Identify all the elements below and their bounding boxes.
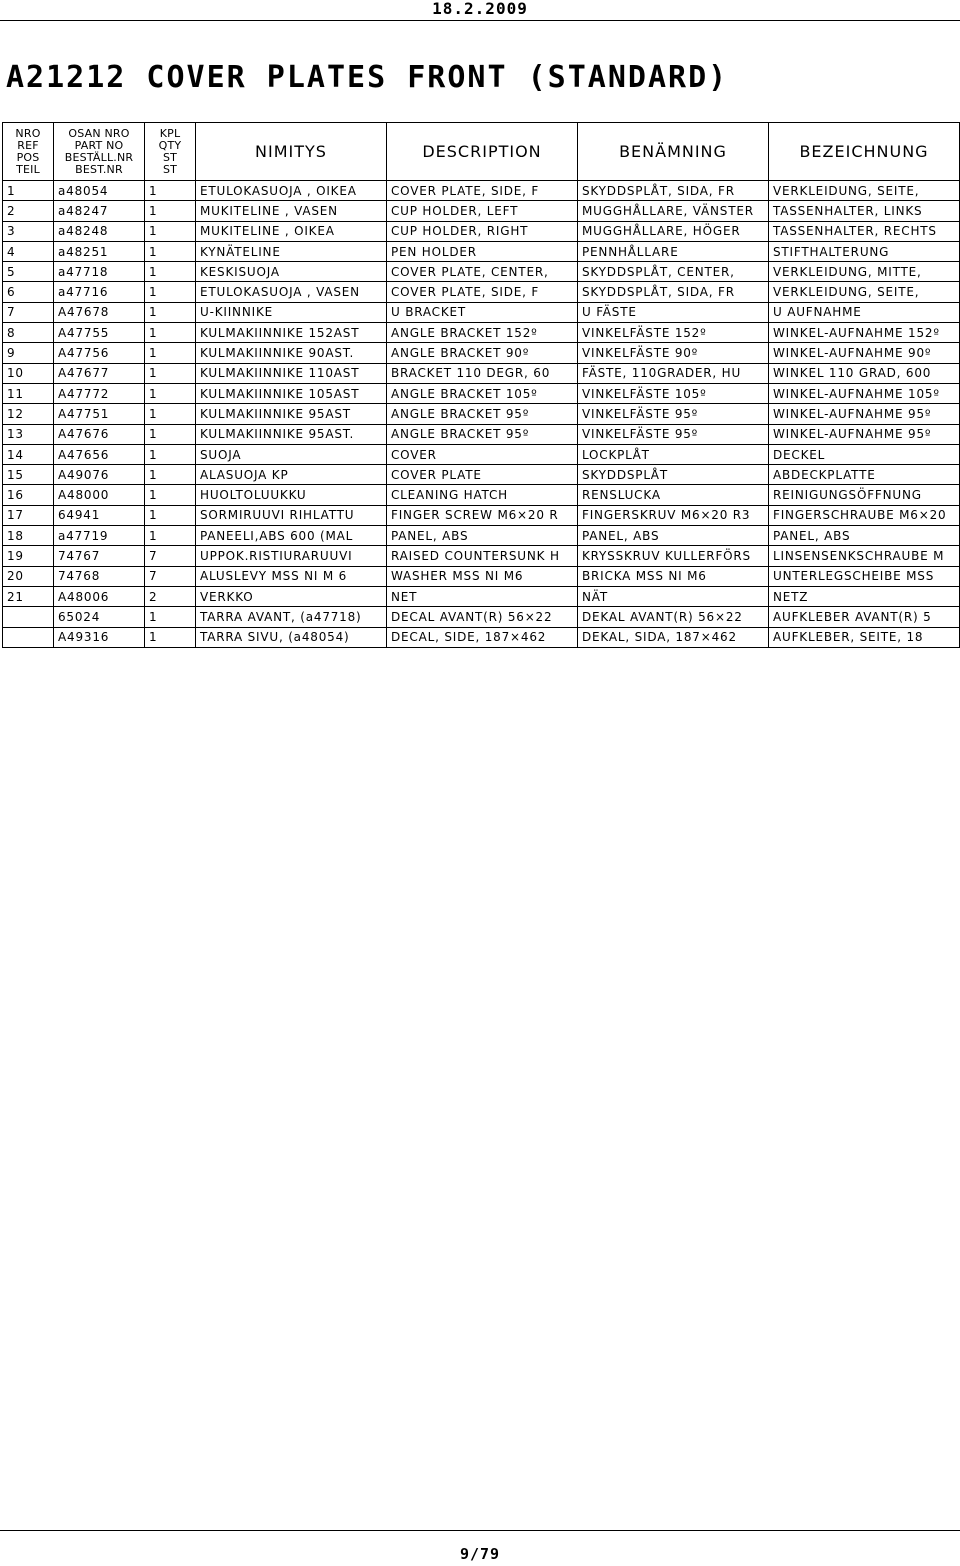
cell-bezeichnung: LINSENSENKSCHRAUBE M: [769, 546, 960, 566]
cell-description: COVER: [387, 444, 578, 464]
cell-bezeichnung: FINGERSCHRAUBE M6×20: [769, 505, 960, 525]
cell-nimitys: U-KIINNIKE: [196, 302, 387, 322]
cell-description: DECAL AVANT(R) 56×22: [387, 607, 578, 627]
cell-benamning: VINKELFÄSTE 152º: [578, 323, 769, 343]
cell-benamning: SKYDDSPLÅT: [578, 465, 769, 485]
cell-nimitys: ALASUOJA KP: [196, 465, 387, 485]
cell-quantity: 1: [145, 282, 196, 302]
page-title: A21212 COVER PLATES FRONT (STANDARD): [6, 60, 729, 95]
table-row: [3, 282, 960, 302]
cell-nimitys: KESKISUOJA: [196, 262, 387, 282]
cell-nimitys: HUOLTOLUUKKU: [196, 485, 387, 505]
cell-bezeichnung: WINKEL 110 GRAD, 600: [769, 363, 960, 383]
table-row: [3, 607, 960, 627]
header-part: [54, 123, 145, 181]
page-number: 9/79: [459, 1545, 501, 1563]
cell-quantity: 1: [145, 404, 196, 424]
table-row: [3, 566, 960, 586]
cell-nimitys: KULMAKIINNIKE 95AST: [196, 404, 387, 424]
header-part-line: BEST.NR: [75, 162, 123, 176]
header-qty-line: ST: [162, 150, 178, 164]
cell-quantity: 1: [145, 221, 196, 241]
header-qty-line: QTY: [158, 138, 182, 152]
cell-nimitys: UPPOK.RISTIURARUUVI: [196, 546, 387, 566]
cell-benamning: FÄSTE, 110GRADER, HU: [578, 363, 769, 383]
cell-description: CUP HOLDER, RIGHT: [387, 221, 578, 241]
cell-part-number: 74767: [54, 546, 145, 566]
cell-part-number: a47719: [54, 526, 145, 546]
header-bezeichnung: BEZEICHNUNG: [769, 123, 960, 181]
cell-description: ANGLE BRACKET 95º: [387, 404, 578, 424]
cell-part-number: 64941: [54, 505, 145, 525]
cell-quantity: 1: [145, 241, 196, 261]
cell-quantity: 1: [145, 526, 196, 546]
cell-part-number: a48054: [54, 181, 145, 201]
cell-ref-number: 3: [3, 221, 54, 241]
cell-quantity: 7: [145, 546, 196, 566]
table-row: [3, 201, 960, 221]
parts-table: [2, 122, 960, 648]
cell-benamning: VINKELFÄSTE 95º: [578, 424, 769, 444]
cell-bezeichnung: WINKEL-AUFNAHME 152º: [769, 323, 960, 343]
cell-quantity: 1: [145, 505, 196, 525]
bottom-divider: [0, 1530, 960, 1531]
cell-bezeichnung: AUFKLEBER, SEITE, 18: [769, 627, 960, 647]
cell-part-number: A47676: [54, 424, 145, 444]
cell-ref-number: 9: [3, 343, 54, 363]
cell-nimitys: KULMAKIINNIKE 152AST: [196, 323, 387, 343]
cell-description: WASHER MSS NI M6: [387, 566, 578, 586]
header-nro-line: POS: [16, 150, 40, 164]
cell-part-number: A47756: [54, 343, 145, 363]
cell-quantity: 1: [145, 363, 196, 383]
cell-description: ANGLE BRACKET 95º: [387, 424, 578, 444]
cell-benamning: RENSLUCKA: [578, 485, 769, 505]
header-nimitys: NIMITYS: [196, 123, 387, 181]
cell-bezeichnung: DECKEL: [769, 444, 960, 464]
cell-ref-number: 11: [3, 383, 54, 403]
cell-ref-number: [3, 627, 54, 647]
cell-bezeichnung: U AUFNAHME: [769, 302, 960, 322]
cell-benamning: PENNHÅLLARE: [578, 241, 769, 261]
cell-benamning: VINKELFÄSTE 105º: [578, 383, 769, 403]
header-part-line: PART NO: [74, 138, 124, 152]
cell-ref-number: 13: [3, 424, 54, 444]
cell-bezeichnung: NETZ: [769, 586, 960, 606]
header-nro-line: REF: [17, 138, 39, 152]
cell-quantity: 1: [145, 201, 196, 221]
cell-description: FINGER SCREW M6×20 R: [387, 505, 578, 525]
cell-part-number: A47678: [54, 302, 145, 322]
table-row: [3, 627, 960, 647]
top-divider: [0, 20, 960, 21]
cell-nimitys: KULMAKIINNIKE 110AST: [196, 363, 387, 383]
cell-nimitys: PANEELI,ABS 600 (MAL: [196, 526, 387, 546]
cell-quantity: 1: [145, 485, 196, 505]
table-row: [3, 404, 960, 424]
table-row: [3, 363, 960, 383]
cell-bezeichnung: TASSENHALTER, RECHTS: [769, 221, 960, 241]
cell-part-number: 65024: [54, 607, 145, 627]
cell-ref-number: 16: [3, 485, 54, 505]
cell-nimitys: MUKITELINE , VASEN: [196, 201, 387, 221]
cell-benamning: SKYDDSPLÅT, SIDA, FR: [578, 282, 769, 302]
cell-nimitys: SORMIRUUVI RIHLATTU: [196, 505, 387, 525]
table-row: [3, 343, 960, 363]
cell-description: PEN HOLDER: [387, 241, 578, 261]
header-qty: [145, 123, 196, 181]
header-nro-line: TEIL: [16, 162, 40, 176]
cell-nimitys: TARRA AVANT, (a47718): [196, 607, 387, 627]
cell-nimitys: MUKITELINE , OIKEA: [196, 221, 387, 241]
cell-benamning: SKYDDSPLÅT, SIDA, FR: [578, 181, 769, 201]
cell-nimitys: KULMAKIINNIKE 105AST: [196, 383, 387, 403]
cell-description: COVER PLATE, SIDE, F: [387, 282, 578, 302]
table-row: [3, 323, 960, 343]
cell-nimitys: ETULOKASUOJA , VASEN: [196, 282, 387, 302]
cell-description: CLEANING HATCH: [387, 485, 578, 505]
header-benamning: BENÄMNING: [578, 123, 769, 181]
cell-description: PANEL, ABS: [387, 526, 578, 546]
header-qty-line: ST: [162, 162, 178, 176]
cell-part-number: A48006: [54, 586, 145, 606]
cell-bezeichnung: ABDECKPLATTE: [769, 465, 960, 485]
cell-ref-number: 6: [3, 282, 54, 302]
cell-ref-number: [3, 607, 54, 627]
table-row: [3, 586, 960, 606]
cell-description: COVER PLATE, CENTER,: [387, 262, 578, 282]
document-date: 18.2.2009: [432, 0, 528, 18]
cell-quantity: 1: [145, 607, 196, 627]
cell-ref-number: 5: [3, 262, 54, 282]
cell-part-number: A48000: [54, 485, 145, 505]
cell-quantity: 1: [145, 262, 196, 282]
table-row: [3, 221, 960, 241]
cell-bezeichnung: WINKEL-AUFNAHME 105º: [769, 383, 960, 403]
cell-bezeichnung: WINKEL-AUFNAHME 95º: [769, 404, 960, 424]
cell-ref-number: 15: [3, 465, 54, 485]
cell-description: DECAL, SIDE, 187×462: [387, 627, 578, 647]
table-row: [3, 485, 960, 505]
cell-benamning: FINGERSKRUV M6×20 R3: [578, 505, 769, 525]
header-description: DESCRIPTION: [387, 123, 578, 181]
cell-part-number: A47751: [54, 404, 145, 424]
cell-part-number: a48251: [54, 241, 145, 261]
cell-benamning: NÄT: [578, 586, 769, 606]
cell-nimitys: SUOJA: [196, 444, 387, 464]
cell-description: COVER PLATE, SIDE, F: [387, 181, 578, 201]
cell-ref-number: 19: [3, 546, 54, 566]
cell-part-number: 74768: [54, 566, 145, 586]
cell-description: ANGLE BRACKET 90º: [387, 343, 578, 363]
cell-benamning: SKYDDSPLÅT, CENTER,: [578, 262, 769, 282]
cell-ref-number: 14: [3, 444, 54, 464]
table-row: [3, 546, 960, 566]
cell-quantity: 1: [145, 444, 196, 464]
cell-nimitys: ETULOKASUOJA , OIKEA: [196, 181, 387, 201]
table-header-row: [3, 123, 960, 181]
cell-quantity: 1: [145, 627, 196, 647]
cell-quantity: 1: [145, 424, 196, 444]
cell-bezeichnung: VERKLEIDUNG, MITTE,: [769, 262, 960, 282]
cell-nimitys: KULMAKIINNIKE 95AST.: [196, 424, 387, 444]
table-row: [3, 302, 960, 322]
cell-bezeichnung: UNTERLEGSCHEIBE MSS: [769, 566, 960, 586]
cell-bezeichnung: AUFKLEBER AVANT(R) 5: [769, 607, 960, 627]
header-qty-line: KPL: [159, 126, 181, 140]
cell-quantity: 1: [145, 302, 196, 322]
cell-nimitys: VERKKO: [196, 586, 387, 606]
cell-description: CUP HOLDER, LEFT: [387, 201, 578, 221]
cell-bezeichnung: PANEL, ABS: [769, 526, 960, 546]
cell-quantity: 1: [145, 465, 196, 485]
cell-ref-number: 10: [3, 363, 54, 383]
cell-part-number: A47755: [54, 323, 145, 343]
cell-ref-number: 4: [3, 241, 54, 261]
cell-quantity: 1: [145, 323, 196, 343]
header-part-line: BESTÄLL.NR: [64, 150, 134, 164]
cell-bezeichnung: REINIGUNGSÖFFNUNG: [769, 485, 960, 505]
cell-part-number: A47772: [54, 383, 145, 403]
cell-bezeichnung: TASSENHALTER, LINKS: [769, 201, 960, 221]
cell-part-number: A47656: [54, 444, 145, 464]
cell-benamning: MUGGHÅLLARE, HÖGER: [578, 221, 769, 241]
cell-description: ANGLE BRACKET 105º: [387, 383, 578, 403]
cell-description: COVER PLATE: [387, 465, 578, 485]
cell-bezeichnung: STIFTHALTERUNG: [769, 241, 960, 261]
cell-quantity: 1: [145, 383, 196, 403]
cell-nimitys: KULMAKIINNIKE 90AST.: [196, 343, 387, 363]
cell-benamning: LOCKPLÅT: [578, 444, 769, 464]
cell-ref-number: 8: [3, 323, 54, 343]
cell-benamning: KRYSSKRUV KULLERFÖRS: [578, 546, 769, 566]
cell-bezeichnung: WINKEL-AUFNAHME 90º: [769, 343, 960, 363]
cell-benamning: DEKAL, SIDA, 187×462: [578, 627, 769, 647]
table-row: [3, 526, 960, 546]
cell-ref-number: 17: [3, 505, 54, 525]
header-nro: [3, 123, 54, 181]
table-row: [3, 262, 960, 282]
table-row: [3, 241, 960, 261]
header-nro-line: NRO: [15, 126, 41, 140]
cell-part-number: a48248: [54, 221, 145, 241]
cell-part-number: A49076: [54, 465, 145, 485]
cell-ref-number: 21: [3, 586, 54, 606]
cell-description: U BRACKET: [387, 302, 578, 322]
cell-nimitys: TARRA SIVU, (a48054): [196, 627, 387, 647]
cell-nimitys: ALUSLEVY MSS NI M 6: [196, 566, 387, 586]
cell-ref-number: 2: [3, 201, 54, 221]
table-row: [3, 181, 960, 201]
cell-part-number: a48247: [54, 201, 145, 221]
cell-benamning: BRICKA MSS NI M6: [578, 566, 769, 586]
cell-benamning: MUGGHÅLLARE, VÄNSTER: [578, 201, 769, 221]
table-row: [3, 465, 960, 485]
cell-description: NET: [387, 586, 578, 606]
cell-part-number: a47716: [54, 282, 145, 302]
cell-ref-number: 1: [3, 181, 54, 201]
cell-ref-number: 20: [3, 566, 54, 586]
cell-benamning: VINKELFÄSTE 90º: [578, 343, 769, 363]
cell-quantity: 1: [145, 181, 196, 201]
cell-bezeichnung: WINKEL-AUFNAHME 95º: [769, 424, 960, 444]
table-row: [3, 505, 960, 525]
cell-description: BRACKET 110 DEGR, 60: [387, 363, 578, 383]
parts-table-body: [3, 181, 960, 648]
cell-part-number: A47677: [54, 363, 145, 383]
cell-quantity: 7: [145, 566, 196, 586]
cell-benamning: U FÄSTE: [578, 302, 769, 322]
header-part-line: OSAN NRO: [68, 126, 130, 140]
cell-bezeichnung: VERKLEIDUNG, SEITE,: [769, 181, 960, 201]
cell-benamning: DEKAL AVANT(R) 56×22: [578, 607, 769, 627]
cell-benamning: VINKELFÄSTE 95º: [578, 404, 769, 424]
cell-nimitys: KYNÄTELINE: [196, 241, 387, 261]
cell-part-number: A49316: [54, 627, 145, 647]
cell-description: ANGLE BRACKET 152º: [387, 323, 578, 343]
cell-description: RAISED COUNTERSUNK H: [387, 546, 578, 566]
cell-benamning: PANEL, ABS: [578, 526, 769, 546]
cell-part-number: a47718: [54, 262, 145, 282]
cell-bezeichnung: VERKLEIDUNG, SEITE,: [769, 282, 960, 302]
table-row: [3, 444, 960, 464]
table-row: [3, 424, 960, 444]
cell-ref-number: 18: [3, 526, 54, 546]
cell-quantity: 1: [145, 343, 196, 363]
table-row: [3, 383, 960, 403]
cell-ref-number: 12: [3, 404, 54, 424]
cell-quantity: 2: [145, 586, 196, 606]
cell-ref-number: 7: [3, 302, 54, 322]
